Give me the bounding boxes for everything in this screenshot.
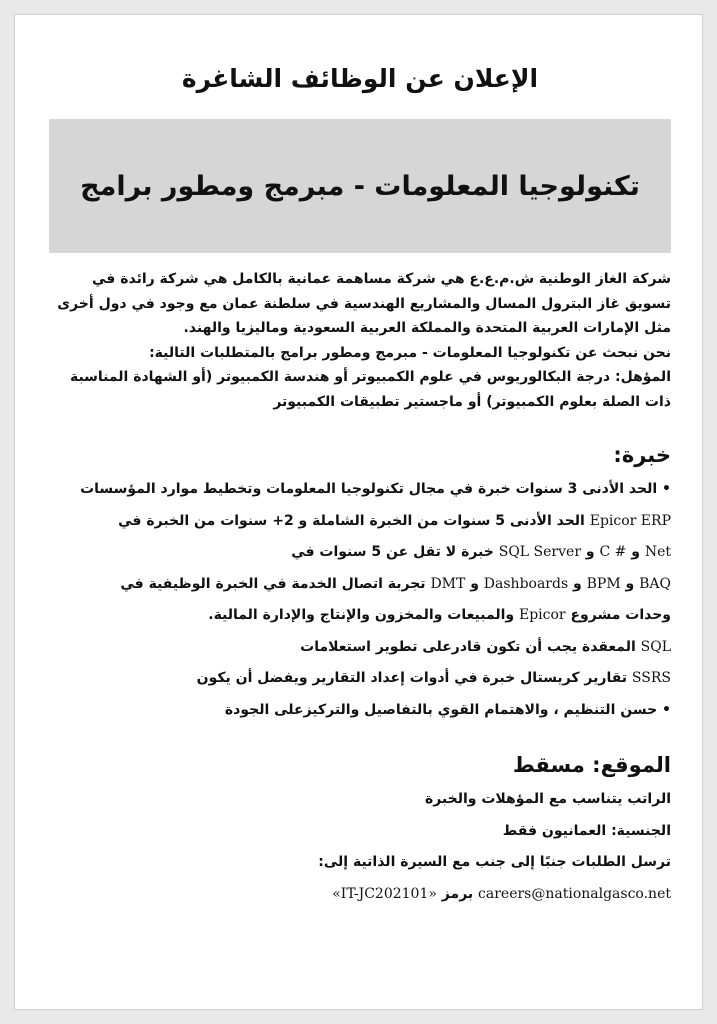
salary-line: الراتب يتناسب مع المؤهلات والخبرة — [424, 791, 671, 807]
intro-line: تسويق غاز البترول المسال والمشاريع الهندسية في سلطنة عمان مع وجود في دول أخرى — [57, 295, 671, 312]
intro-line: المؤهل: درجة البكالوريوس في علوم الكمبيوتر أو هندسة الكمبيوتر (أو الشهادة المناسبة — [69, 369, 671, 385]
experience-line — [49, 537, 671, 569]
experience-term: SQL — [640, 638, 671, 655]
experience-line: • الحد الأدنى 3 سنوات خبرة في مجال تكنولوجيا المعلومات وتخطيط موارد المؤسسات — [80, 481, 671, 497]
experience-line — [49, 663, 671, 695]
experience-line — [49, 569, 671, 601]
location-heading: الموقع: مسقط — [512, 753, 671, 777]
intro-paragraph — [49, 267, 671, 414]
experience-term: SSRS — [631, 670, 671, 686]
intro-line: مثل الإمارات العربية المتحدة والمملكة العربية السعودية وماليزيا والهند. — [183, 320, 671, 336]
advertisement-page — [14, 14, 703, 1010]
experience-term: SQL Server — [498, 544, 582, 560]
experience-list — [49, 474, 671, 726]
experience-text: المعقدة يجب أن تكون قادرعلى تطوير استعلامات — [300, 638, 641, 655]
nationality-line: الجنسية: العمانيون فقط — [502, 822, 671, 839]
application-details — [49, 784, 671, 910]
experience-line: • حسن التنظيم ، والاهتمام القوي بالتفاصيل والتركيزعلى الجودة — [224, 701, 671, 718]
experience-text: و — [620, 575, 640, 592]
experience-term: BPM — [586, 575, 621, 592]
ad-title: الإعلان عن الوظائف الشاغرة — [181, 64, 539, 93]
experience-text: الحد الأدنى 5 سنوات من الخبرة الشاملة و 2+ سنوات من الخبرة في — [118, 512, 590, 529]
experience-text: والمبيعات والمخزون والإنتاج والإدارة المالية. — [208, 607, 519, 623]
experience-text: و — [581, 544, 600, 560]
experience-text: و — [626, 544, 645, 560]
job-title: تكنولوجيا المعلومات - مبرمج ومطور برامج — [80, 170, 640, 202]
intro-line: نحن نبحث عن تكنولوجيا المعلومات - مبرمج ومطور برامج بالمتطلبات التالية: — [149, 344, 671, 361]
experience-term: Epicor ERP — [589, 512, 671, 529]
experience-term: Dashboards — [483, 575, 569, 592]
experience-text: تقارير كريستال خبرة في أدوات إعداد التقارير ويفضل أن يكون — [196, 670, 632, 686]
intro-line: ذات الصلة بعلوم الكمبيوتر) أو ماجستير تطبيقات الكمبيوتر — [273, 393, 671, 410]
experience-text: تجربة اتصال الخدمة في الخبرة الوظيفية في — [120, 575, 431, 592]
experience-term: Epicor — [518, 607, 566, 623]
experience-line — [49, 600, 671, 632]
experience-text: وحدات مشروع — [565, 607, 671, 623]
experience-heading: خبرة: — [613, 443, 671, 467]
experience-term: BAQ — [639, 575, 671, 592]
code-label: برمز — [436, 885, 479, 902]
intro-line: شركة الغاز الوطنية ش.م.ع.ع هي شركة مساهمة عمانية بالكامل هي شركة رائدة في — [92, 271, 671, 287]
contact-email-link[interactable]: careers@nationalgasco.net — [478, 885, 671, 902]
experience-text: و — [568, 575, 587, 592]
experience-term: DMT — [430, 575, 466, 592]
apply-instruction: ترسل الطلبات جنبًا إلى جنب مع السيرة الذاتية إلى: — [318, 854, 671, 870]
job-advertisement — [49, 15, 671, 910]
experience-term: # C — [599, 544, 627, 560]
experience-line — [49, 632, 671, 664]
job-code: «IT-JC202101» — [332, 885, 437, 902]
contact-line — [49, 879, 671, 911]
experience-term: Net — [644, 544, 671, 560]
job-title-banner — [49, 119, 671, 253]
experience-line — [49, 506, 671, 538]
experience-text: خبرة لا تقل عن 5 سنوات في — [291, 544, 499, 560]
experience-text: و — [465, 575, 484, 592]
